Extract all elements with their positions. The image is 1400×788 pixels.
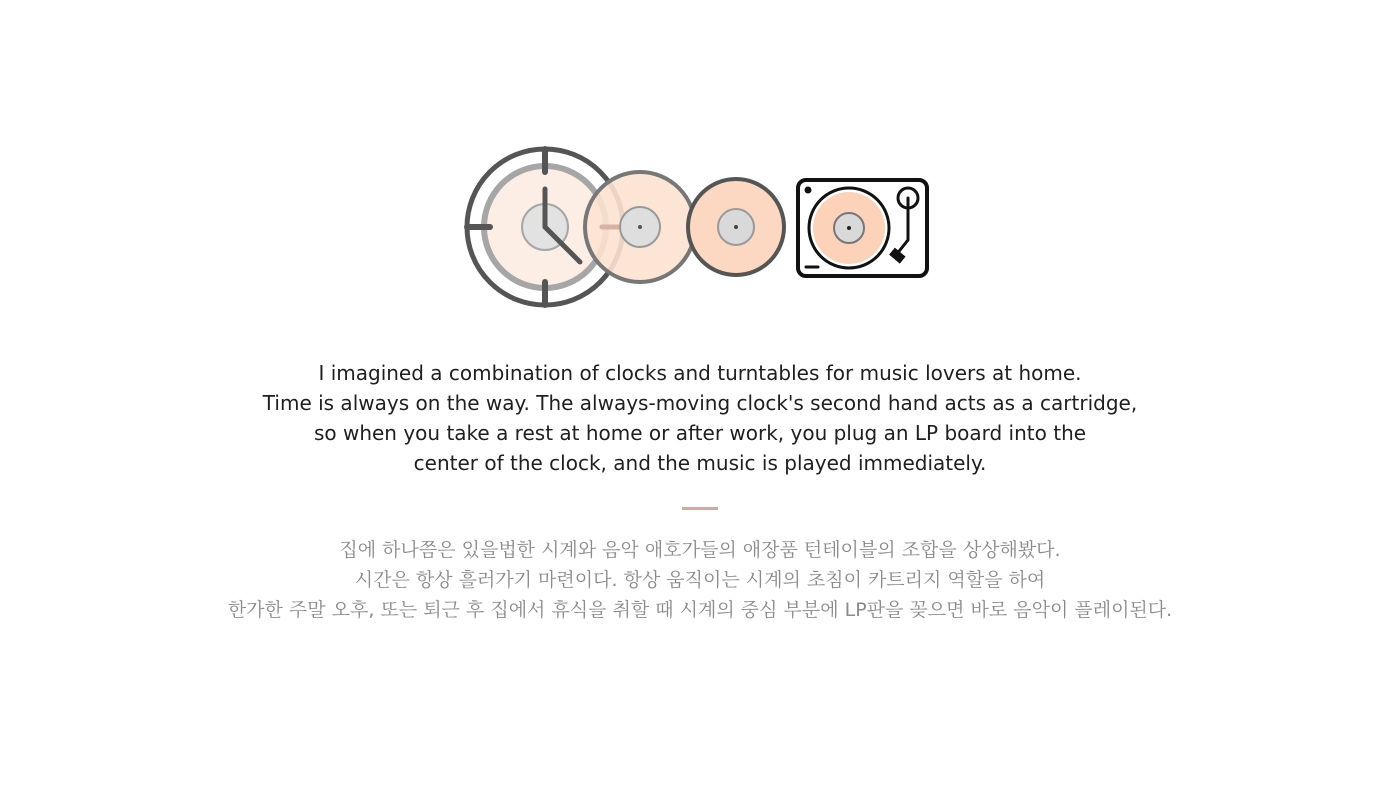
description-korean-line: 시간은 항상 흘러가기 마련이다. 항상 움직이는 시계의 초침이 카트리지 역할을 하여 [354,569,1046,591]
description-english-line: I imagined a combination of clocks and turntables for music lovers at home. [318,361,1082,385]
description-korean-line: 집에 하나쯤은 있을법한 시계와 음악 애호가들의 애장품 턴테이블의 조합을 상상해봤다. [339,539,1061,561]
blend-disc-icon [585,172,695,282]
description-english-line: so when you take a rest at home or after work, you plug an LP board into the [313,421,1087,445]
description-korean-line: 한가한 주말 오후, 또는 퇴근 후 집에서 휴식을 취할 때 시계의 중심 부분에 LP판을 꽂으면 바로 음악이 플레이된다. [227,599,1173,621]
description-english-line: center of the clock, and the music is played immediately. [413,451,987,475]
description-english [150,358,1250,478]
turntable-icon [798,180,927,276]
description-korean [150,535,1250,625]
section-divider [682,507,718,510]
description-english-line: Time is always on the way. The always-moving clock's second hand acts as a cartridge, [262,391,1138,415]
lp-record-icon [688,179,784,275]
clock-turntable-illustration [0,0,1400,340]
